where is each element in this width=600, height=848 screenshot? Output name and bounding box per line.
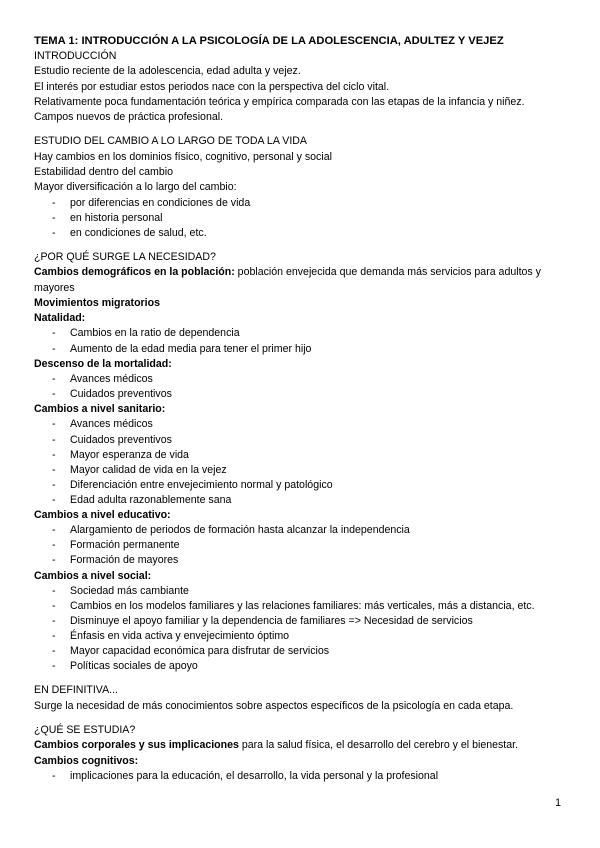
- list-item: - Mayor capacidad económica para disfrutar de servicios: [52, 645, 330, 658]
- intro-line: Relativamente poca fundamentación teórica y empírica comparada con las etapas de la infancia y niñez.: [34, 95, 525, 108]
- natalidad-list: [34, 326, 574, 356]
- migratorios-heading: Movimientos migratorios: [34, 296, 160, 309]
- list-item: - implicaciones para la educación, el desarrollo, la vida personal y la profesional: [52, 769, 439, 782]
- document-title: TEMA 1: INTRODUCCIÓN A LA PSICOLOGÍA DE LA ADOLESCENCIA, ADULTEZ Y VEJEZ: [34, 35, 504, 47]
- list-item: - Cuidados preventivos: [52, 433, 172, 446]
- social-list: [34, 584, 574, 675]
- educativo-list: [34, 523, 574, 568]
- mortalidad-heading: Descenso de la mortalidad:: [34, 357, 172, 370]
- list-item: - Sociedad más cambiante: [52, 584, 189, 597]
- list-item: - Avances médicos: [52, 418, 153, 431]
- definitiva-heading: EN DEFINITIVA...: [34, 684, 118, 697]
- cambio-line: Estabilidad dentro del cambio: [34, 166, 173, 179]
- list-item: - Alargamiento de periodos de formación hasta alcanzar la independencia: [52, 524, 410, 537]
- sanitario-list: [34, 417, 574, 508]
- list-item: - Aumento de la edad media para tener el primer hijo: [52, 342, 312, 355]
- cambio-line: Hay cambios en los dominios físico, cognitivo, personal y social: [34, 150, 332, 163]
- cognitivos-heading: Cambios cognitivos:: [34, 754, 139, 767]
- list-item: - en condiciones de salud, etc.: [52, 226, 207, 239]
- cognitivos-list: [34, 769, 574, 784]
- sanitario-heading: Cambios a nivel sanitario:: [34, 403, 166, 416]
- list-item: - Cuidados preventivos: [52, 388, 172, 401]
- definitiva-text: Surge la necesidad de más conocimientos sobre aspectos específicos de la psicología en cada etapa.: [34, 699, 514, 712]
- list-item: - Edad adulta razonablemente sana: [52, 493, 232, 506]
- document-page: [34, 34, 574, 784]
- cambio-line: Mayor diversificación a lo largo del cambio:: [34, 181, 237, 194]
- list-item: - Disminuye el apoyo familiar y la dependencia de familiares => Necesidad de servicios: [52, 615, 473, 628]
- list-item: - Formación permanente: [52, 539, 180, 552]
- necesidad-heading: ¿POR QUÉ SURGE LA NECESIDAD?: [34, 250, 216, 263]
- cambio-list: [34, 196, 574, 241]
- natalidad-heading: Natalidad:: [34, 312, 86, 325]
- list-item: - Formación de mayores: [52, 554, 179, 567]
- educativo-heading: Cambios a nivel educativo:: [34, 508, 171, 521]
- intro-line: El interés por estudiar estos periodos nace con la perspectiva del ciclo vital.: [34, 80, 390, 93]
- list-item: - Diferenciación entre envejecimiento normal y patológico: [52, 478, 333, 491]
- list-item: - Mayor esperanza de vida: [52, 448, 189, 461]
- list-item: - Énfasis en vida activa y envejecimiento óptimo: [52, 630, 290, 643]
- intro-line: Campos nuevos de práctica profesional.: [34, 111, 224, 124]
- intro-heading: INTRODUCCIÓN: [34, 50, 117, 62]
- demograficos-paragraph: Cambios demográficos en la población: población envejecida que demanda más servicios para adultos y mayores: [34, 266, 541, 294]
- intro-line: Estudio reciente de la adolescencia, edad adulta y vejez.: [34, 65, 301, 78]
- estudia-heading: ¿QUÉ SE ESTUDIA?: [34, 724, 136, 736]
- mortalidad-list: [34, 372, 574, 402]
- list-item: - Mayor calidad de vida en la vejez: [52, 463, 227, 476]
- list-item: - Políticas sociales de apoyo: [52, 660, 198, 673]
- list-item: - Cambios en la ratio de dependencia: [52, 327, 240, 340]
- list-item: - Avances médicos: [52, 372, 153, 385]
- list-item: - Cambios en los modelos familiares y las relaciones familiares: más verticales, más a distancia, etc.: [52, 599, 535, 612]
- cambio-heading: ESTUDIO DEL CAMBIO A LO LARGO DE TODA LA VIDA: [34, 135, 307, 148]
- list-item: - en historia personal: [52, 211, 163, 224]
- list-item: - por diferencias en condiciones de vida: [52, 196, 251, 209]
- page-number: 1: [555, 797, 561, 809]
- social-heading: Cambios a nivel social:: [34, 569, 152, 582]
- corporales-paragraph: Cambios corporales y sus implicaciones para la salud física, el desarrollo del cerebro y el bienestar.: [34, 739, 519, 752]
